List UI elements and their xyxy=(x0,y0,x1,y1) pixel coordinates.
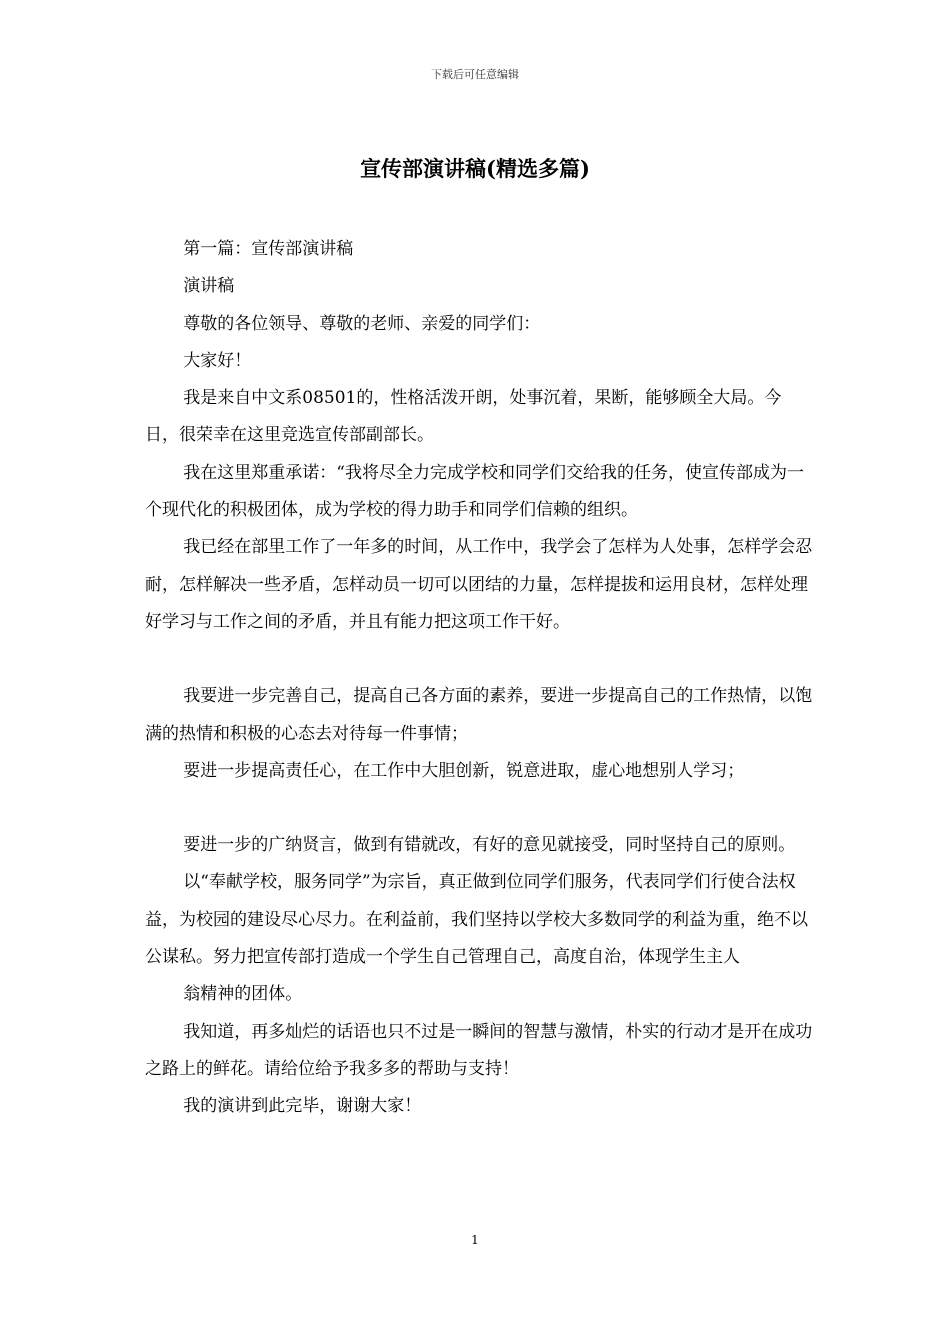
paragraph: 尊敬的各位领导、尊敬的老师、亲爱的同学们： xyxy=(183,313,541,334)
paragraph: 要进一步的广纳贤言，做到有错就改，有好的意见就接受，同时坚持自己的原则。 xyxy=(183,835,796,856)
document-body xyxy=(145,231,815,1126)
paragraph: 我已经在部里工作了一年多的时间，从工作中，我学会了怎样为人处事，怎样学会忍耐，怎样解决一些矛盾，怎样动员一切可以团结的力量，怎样提拔和运用良材，怎样处理好学习与工作之间的矛盾，并且有能力把这项工作干好。 xyxy=(145,537,813,632)
paragraph: 演讲稿 xyxy=(183,276,235,297)
paragraph: 要进一步提高责任心，在工作中大胆创新，锐意进取，虚心地想别人学习； xyxy=(183,760,745,781)
paragraph: 我是来自中文系08501的，性格活泼开朗，处事沉着，果断，能够顾全大局。今日，很荣幸在这里竞选宣传部副部长。 xyxy=(145,388,782,446)
paragraph: 我要进一步完善自己，提高自己各方面的素养，要进一步提高自己的工作热情，以饱满的热情和积极的心态去对待每一件事情； xyxy=(145,686,813,744)
page-number: 1 xyxy=(471,1233,479,1247)
paragraph: 以“奉献学校，服务同学”为宗旨，真正做到位同学们服务，代表同学们行使合法权益，为校园的建设尽心尽力。在利益前，我们坚持以学校大多数同学的利益为重，绝不以公谋私。努力把宣传部打造成一个学生自己管理自己，高度自治，体现学生主人 xyxy=(145,872,808,968)
paragraph: 大家好！ xyxy=(183,350,252,371)
paragraph: 翁精神的团体。 xyxy=(183,984,303,1005)
document-title: 宣传部演讲稿(精选多篇) xyxy=(360,156,590,181)
paragraph: 我知道，再多灿烂的话语也只不过是一瞬间的智慧与激情，朴实的行动才是开在成功之路上的鲜花。请给位给予我多多的帮助与支持！ xyxy=(145,1021,813,1079)
paragraph: 第一篇：宣传部演讲稿 xyxy=(183,239,354,259)
paragraph: 我的演讲到此完毕，谢谢大家！ xyxy=(183,1096,422,1117)
header-note: 下载后可任意编辑 xyxy=(431,68,519,81)
paragraph: 我在这里郑重承诺：“我将尽全力完成学校和同学们交给我的任务，使宣传部成为一个现代化的积极团体，成为学校的得力助手和同学们信赖的组织。 xyxy=(145,462,804,521)
